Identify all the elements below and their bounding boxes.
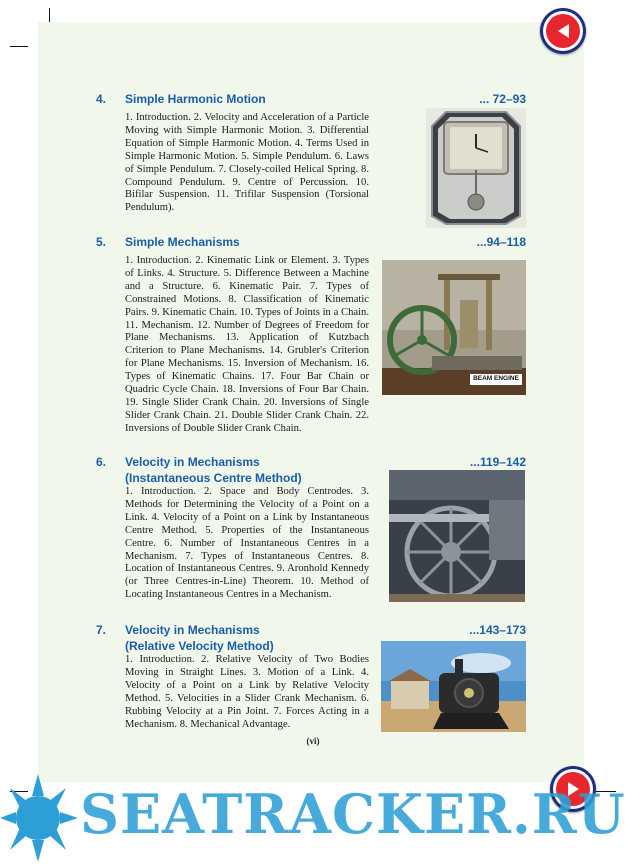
chapter-pages[interactable]: ...119–142 bbox=[469, 455, 526, 469]
chapter-number: 7. bbox=[96, 623, 107, 637]
chapter-number: 5. bbox=[96, 235, 107, 249]
sun-logo-icon bbox=[0, 770, 80, 864]
chapter-pages[interactable]: ...143–173 bbox=[469, 623, 526, 637]
locomotive-wheel-photo bbox=[389, 470, 525, 602]
page-number: (vi) bbox=[306, 736, 320, 746]
chapter-number: 4. bbox=[96, 92, 107, 106]
chapter-pages[interactable]: ... 72–93 bbox=[479, 92, 526, 106]
chapter-contents: 1. Introduction. 2. Velocity and Acceleration of a Particle Moving with Simple Harmonic Motion. 3. Differential Equation of Simple Harmonic Motion. 4. Terms Used in Simple Harmonic Motion. 5. Simple Pendulum. 6. Laws of Simple Pendulum. 7. Closely-coiled Helical Spring. 8. Compound Pendulum. 9. Centre of Percussion. 10. Bifilar Suspension. 11. Trifilar Suspension (Torsional Pendulum). bbox=[125, 112, 369, 214]
chapter-title[interactable]: Velocity in Mechanisms bbox=[125, 455, 260, 469]
steam-locomotive-photo bbox=[381, 641, 526, 732]
crop-mark bbox=[10, 46, 28, 47]
chapter-subtitle: (Instantaneous Centre Method) bbox=[125, 471, 302, 485]
crop-mark bbox=[49, 8, 50, 22]
chapter-title[interactable]: Simple Harmonic Motion bbox=[125, 92, 266, 106]
chapter-contents: 1. Introduction. 2. Kinematic Link or Element. 3. Types of Links. 4. Structure. 5. Difference Between a Machine and a Structure. 6. Kinematic Pair. 7. Types of Constrained Motions. 8. Classification of Kinematic Pairs. 9. Kinematic Chain. 10. Types of Joints in a Chain. 11. Mechanism. 12. Number of Degrees of Freedom for Plane Mechanisms. 13. Application of Kutzbach Criterion to Plane Mechanisms. 14. Grubler's Criterion for Plane Mechanisms. 15. Inversion of Mechanism. 16. Types of Kinematic Chains. 17. Four Bar Chain or Quadric Cycle Chain. 18. Inversions of Four Bar Chain. 19. Single Slider Crank Chain. 20. Inversions of Single Slider Crank Chain. 21. Double Slider Crank Chain. 22. Inversions of Double Slider Crank Chain. bbox=[125, 255, 369, 434]
pendulum-clock-photo bbox=[426, 108, 526, 228]
chapter-title[interactable]: Simple Mechanisms bbox=[125, 235, 240, 249]
watermark-text: SEATRACKER.RU bbox=[80, 782, 626, 846]
chapter-title[interactable]: Velocity in Mechanisms bbox=[125, 623, 260, 637]
chapter-contents: 1. Introduction. 2. Relative Velocity of Two Bodies Moving in Straight Lines. 3. Motion of a Link. 4. Velocity of a Point on a Link by Relative Velocity Method. 5. Velocities in a Slider Crank Mechanism. 6. Rubbing Velocity at a Pin Joint. 7. Forces Acting in a Mechanism. 8. Mechanical Advantage. bbox=[125, 654, 369, 730]
triangle-left-icon bbox=[553, 21, 573, 41]
beam-engine-photo bbox=[382, 260, 526, 395]
chapter-contents: 1. Introduction. 2. Space and Body Centrodes. 3. Methods for Determining the Velocity of a Point on a Link. 4. Velocity of a Point on a Link by Instantaneous Centre Method. 5. Properties of the Instantaneous Centre. 6. Number of Instantaneous Centres in a Mechanism. 7. Types of Instantaneous Centres. 8. Location of Instantaneous Centres. 9. Aronhold Kennedy (or Three Centres-in-Line) Theorem. 10. Method of Locating Instantaneous Centres in a Mechanism. bbox=[125, 486, 369, 601]
previous-page-button[interactable] bbox=[540, 8, 586, 54]
photo-caption: BEAM ENGINE bbox=[473, 375, 519, 382]
chapter-number: 6. bbox=[96, 455, 107, 469]
chapter-subtitle: (Relative Velocity Method) bbox=[125, 639, 274, 653]
chapter-pages[interactable]: ...94–118 bbox=[476, 235, 526, 249]
